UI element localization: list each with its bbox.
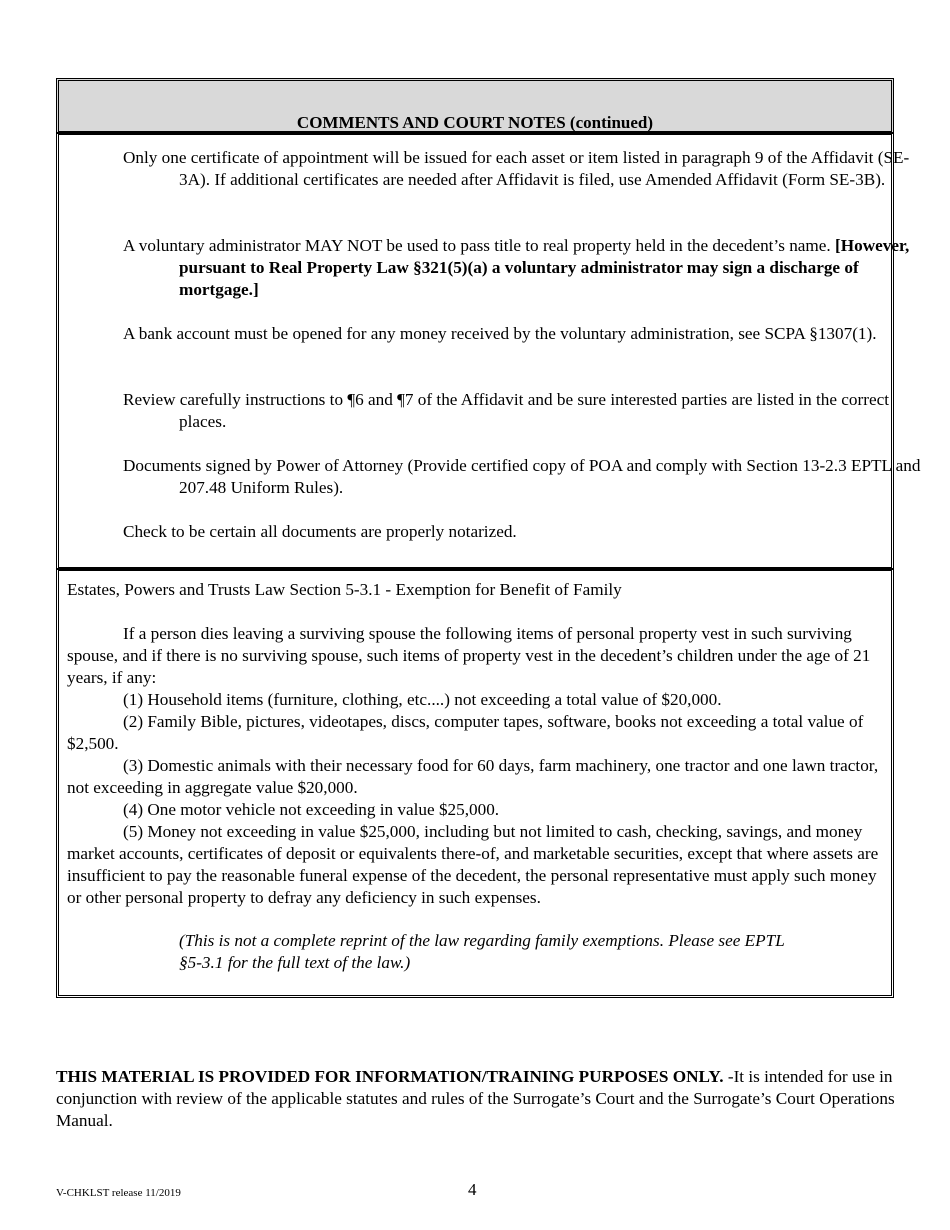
eptl-item-1: (1) Household items (furniture, clothing, etc....) not exceeding a total value of $20,000. <box>123 690 722 709</box>
eptl-item-5: (5) Money not exceeding in value $25,000, including but not limited to cash, checking, savings, and money market accounts, certificates of deposit or equivalents there-of, and marketable securities, except that where assets are insufficient to pay the reasonable funeral expense of the decedent, the personal representative must apply such money or other personal property to defray any deficiency in such expenses. <box>67 822 879 907</box>
eptl-item-3: (3) Domestic animals with their necessary food for 60 days, farm machinery, one tractor and one lawn tractor, not exceeding in aggregate value $20,000. <box>67 756 879 797</box>
court-notes-box <box>56 132 921 570</box>
note-notarized: Check to be certain all documents are properly notarized. <box>123 522 517 541</box>
eptl-item-4: (4) One motor vehicle not exceeding in value $25,000. <box>123 800 500 819</box>
eptl-body <box>67 623 889 909</box>
disclaimer <box>56 1066 898 1132</box>
note-bank-account: A bank account must be opened for any money received by the voluntary administration, see SCPA §1307(1). <box>123 324 877 343</box>
page-number: 4 <box>468 1180 477 1199</box>
notes-header-box <box>56 78 894 134</box>
note-review-instructions: Review carefully instructions to ¶6 and ¶7 of the Affidavit and be sure interested parties are listed in the correct places. <box>123 390 890 431</box>
eptl-intro: If a person dies leaving a surviving spouse the following items of personal property vest in such surviving spouse, and if there is no surviving spouse, such items of property vest in the decedent’s children under the age of 21 years, if any: <box>67 624 871 687</box>
disclaimer-bold: THIS MATERIAL IS PROVIDED FOR INFORMATION/TRAINING PURPOSES ONLY. <box>56 1067 724 1086</box>
eptl-heading: Estates, Powers and Trusts Law Section 5-3.1 - Exemption for Benefit of Family <box>67 580 622 599</box>
note-certificate: Only one certificate of appointment will be issued for each asset or item listed in paragraph 9 of the Affidavit (SE-3A). If additional certificates are needed after Affidavit is filed, use Amended Affidavit (Form SE-3B). <box>123 148 910 189</box>
note-text: A voluntary administrator MAY NOT be used to pass title to real property held in the decedent’s name. <box>123 236 836 255</box>
note-voluntary-administrator <box>123 235 939 301</box>
eptl-exemption-box <box>56 568 894 998</box>
release-label: V-CHKLST release 11/2019 <box>56 1187 181 1199</box>
eptl-item-2: (2) Family Bible, pictures, videotapes, discs, computer tapes, software, books not exceeding a total value of $2,500. <box>67 712 864 753</box>
disclaimer-text: -It is intended for use in conjunction with review of the applicable statutes and rules of the Surrogate’s Court and the Surrogate’s Court Operations Manual. <box>56 1067 895 1130</box>
note-power-of-attorney: Documents signed by Power of Attorney (Provide certified copy of POA and comply with Section 13-2.3 EPTL and 207.48 Uniform Rules). <box>123 456 921 497</box>
note-bold-text: [However, pursuant to Real Property Law §321(5)(a) a voluntary administrator may sign a discharge of mortgage.] <box>179 236 910 299</box>
section-title: COMMENTS AND COURT NOTES (continued) <box>296 113 654 132</box>
eptl-note: (This is not a complete reprint of the law regarding family exemptions. Please see EPTL §5-3.1 for the full text of the law.) <box>179 931 785 972</box>
